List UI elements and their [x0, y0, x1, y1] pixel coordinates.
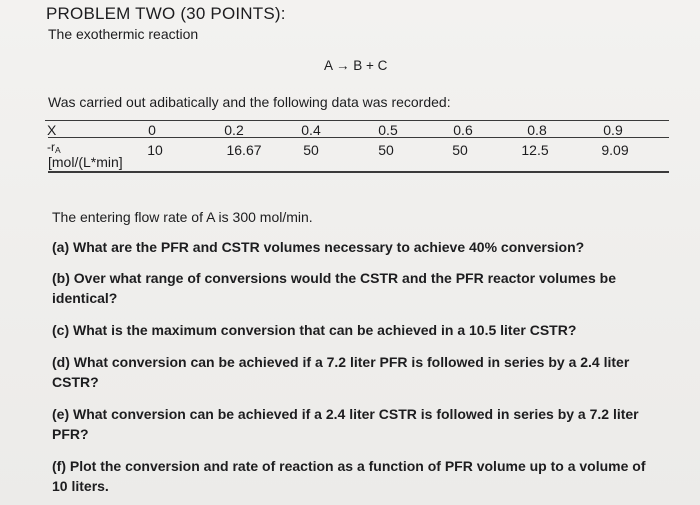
- table-bottom-rule: [48, 171, 669, 173]
- x-value: 0.6: [453, 122, 473, 138]
- question-d-line2: CSTR?: [52, 374, 99, 390]
- reaction-equation: A → B + C: [324, 58, 388, 73]
- x-value: 0.2: [224, 122, 244, 138]
- problem-title: PROBLEM TWO (30 POINTS):: [46, 4, 286, 23]
- question-b-line1: (b) Over what range of conversions would the CSTR and the PFR reactor volumes be: [52, 270, 616, 286]
- question-b-line2: identical?: [52, 290, 118, 306]
- problem-subtitle: The exothermic reaction: [48, 26, 199, 42]
- x-value: 0: [148, 122, 156, 138]
- conversion-label: X: [47, 122, 57, 138]
- intro-text: Was carried out adibatically and the following data was recorded:: [48, 94, 451, 110]
- rate-value: 10: [147, 142, 163, 158]
- x-value: 0.4: [301, 122, 321, 138]
- rate-value: 50: [303, 142, 319, 158]
- rate-label: [47, 140, 61, 155]
- x-value: 0.9: [603, 122, 623, 138]
- question-e-line1: (e) What conversion can be achieved if a 2.4 liter CSTR is followed in series by a 7.2 liter: [52, 406, 639, 422]
- rate-subscript: A: [55, 145, 61, 155]
- x-value: 0.8: [527, 122, 547, 138]
- question-c: (c) What is the maximum conversion that can be achieved in a 10.5 liter CSTR?: [52, 322, 577, 338]
- table-mid-rule: [48, 137, 669, 138]
- question-e-line2: PFR?: [52, 426, 89, 442]
- question-d-line1: (d) What conversion can be achieved if a 7.2 liter PFR is followed in series by a 2.4 liter: [52, 354, 630, 370]
- rate-value: 16.67: [226, 142, 262, 158]
- flow-rate-text: The entering flow rate of A is 300 mol/min.: [52, 209, 313, 225]
- rate-value: 12.5: [521, 142, 549, 158]
- rate-units: [mol/(L*min]: [48, 154, 123, 170]
- rate-value: 9.09: [601, 142, 629, 158]
- rate-value: 50: [378, 142, 394, 158]
- table-top-rule: [45, 120, 669, 121]
- question-f-line2: 10 liters.: [52, 478, 109, 494]
- data-table: [45, 120, 669, 176]
- question-a: (a) What are the PFR and CSTR volumes necessary to achieve 40% conversion?: [52, 239, 585, 255]
- rate-value: 50: [452, 142, 468, 158]
- rate-symbol: -r: [47, 140, 55, 154]
- x-value: 0.5: [378, 122, 398, 138]
- question-f-line1: (f) Plot the conversion and rate of reaction as a function of PFR volume up to a volume of: [52, 458, 646, 474]
